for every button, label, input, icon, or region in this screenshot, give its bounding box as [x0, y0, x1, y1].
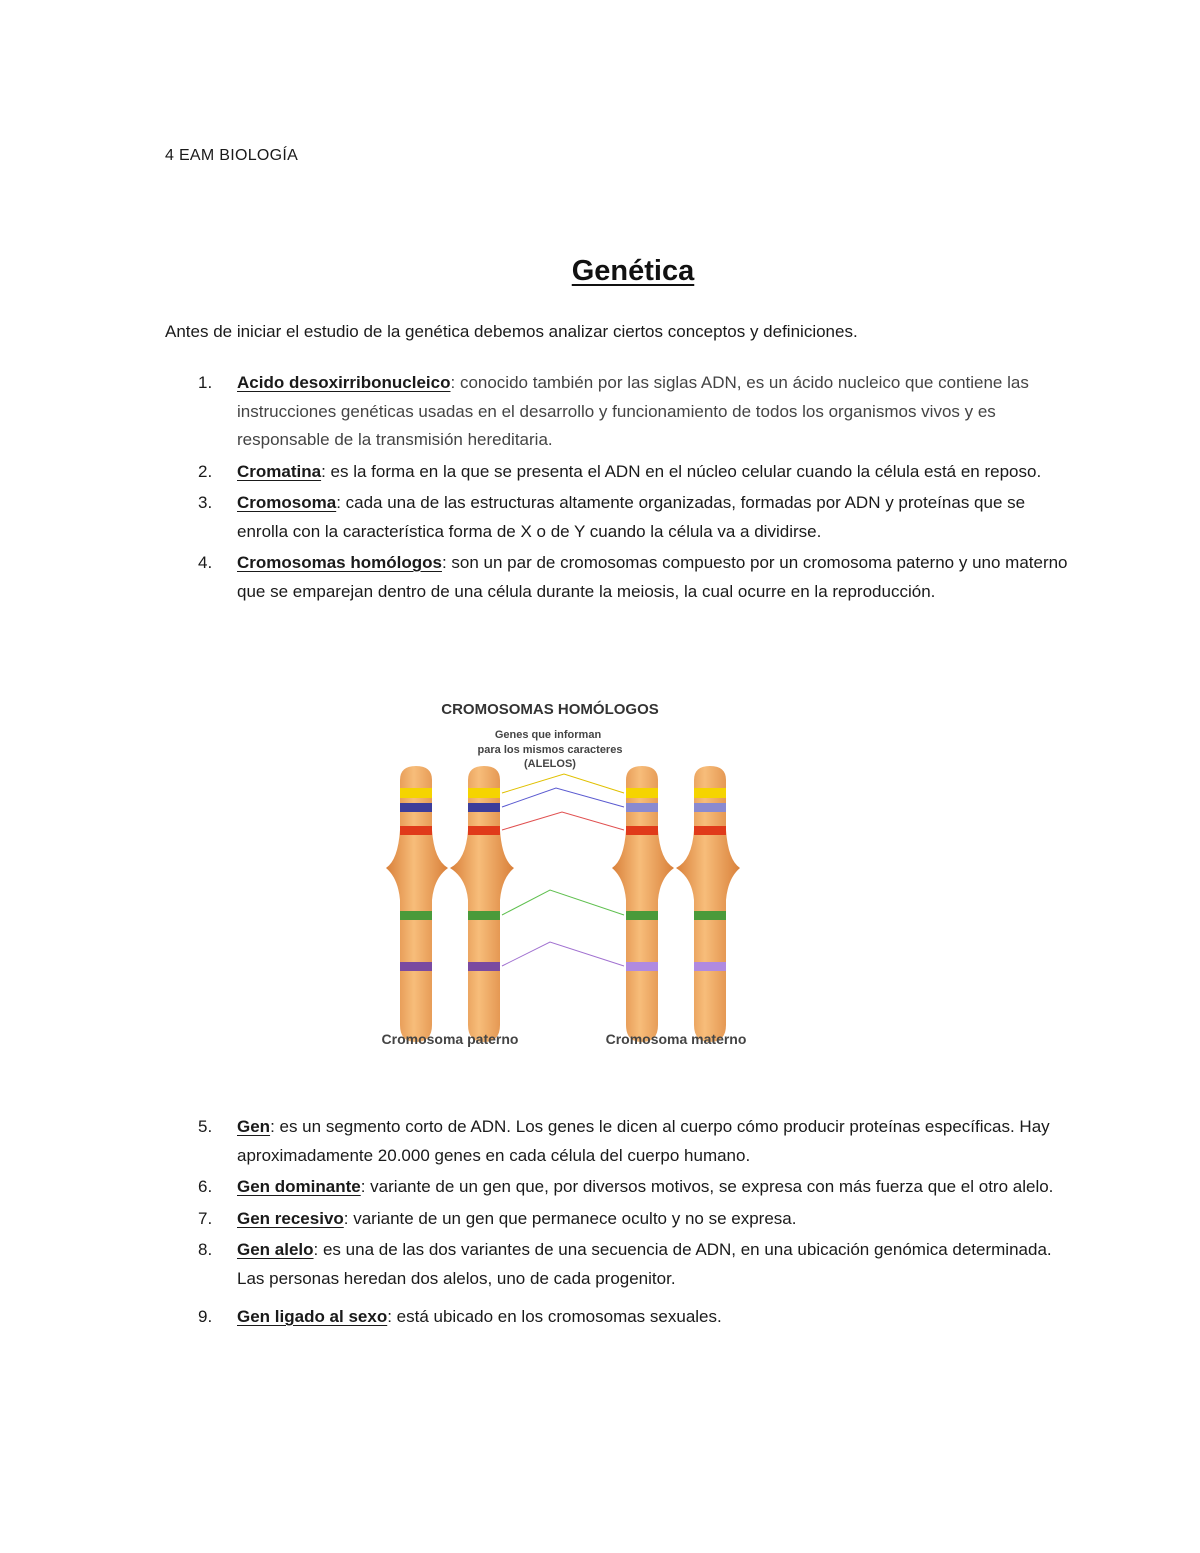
list-item — [0, 1303, 1200, 1332]
item-number: 6. — [198, 1177, 213, 1196]
item-number: 1. — [198, 373, 213, 392]
definition-text: : es una de las dos variantes de una secuencia de ADN, en una ubicación genómica determinada. Las personas heredan dos alelos, uno de cada progenitor. — [237, 1240, 1052, 1288]
definition-term: Gen — [237, 1117, 271, 1136]
list-item — [0, 549, 1200, 606]
item-number: 9. — [198, 1307, 213, 1326]
document-header: 4 EAM BIOLOGÍA — [165, 147, 299, 164]
item-number: 4. — [198, 553, 213, 572]
definition-term: Cromosomas homólogos — [237, 553, 442, 572]
definition-term: Cromatina — [237, 461, 322, 481]
definition-text: : son un par de cromosomas compuesto por un cromosoma paterno y uno materno que se emparejan dentro de una célula durante la meiosis, la cual ocurre en la reproducción. — [237, 553, 1068, 601]
definitions-list-b — [0, 1113, 1200, 1335]
item-number: 8. — [198, 1240, 213, 1259]
definition-text: : es un segmento corto de ADN. Los genes le dicen al cuerpo cómo producir proteínas específicas. Hay aproximadamente 20.000 genes en cada célula del cuerpo humano. — [237, 1117, 1050, 1165]
definition-text: : cada una de las estructuras altamente organizadas, formadas por ADN y proteínas que se enrolla con la característica forma de X o de Y cuando la célula va a dividirse. — [237, 493, 1026, 541]
homologous-chromosomes-figure — [356, 690, 776, 1060]
definition-term: Gen recesivo — [237, 1208, 344, 1228]
figure-annotation: (ALELOS) — [524, 758, 576, 770]
allele-connectors — [502, 774, 624, 966]
definitions-list-a — [0, 369, 1200, 609]
maternal-chromosome — [612, 766, 740, 1042]
paternal-chromosome — [386, 766, 514, 1042]
definition-term: Acido desoxirribonucleico — [237, 373, 451, 392]
figure-annotation: para los mismos caracteres — [477, 744, 623, 756]
chromosome-diagram — [356, 690, 776, 1060]
intro-paragraph: Antes de iniciar el estudio de la genética debemos analizar ciertos conceptos y definiciones. — [165, 322, 858, 341]
figure-annotation: Genes que informan — [494, 729, 602, 741]
list-item — [0, 489, 1200, 546]
list-item — [0, 369, 1200, 455]
definition-text: : variante de un gen que permanece oculto y no se expresa. — [343, 1208, 797, 1228]
page-title: Genética — [571, 255, 695, 287]
definition-term: Gen alelo — [237, 1240, 314, 1259]
definition-text: : es la forma en la que se presenta el ADN en el núcleo celular cuando la célula está en reposo. — [321, 461, 1042, 481]
list-item — [0, 1113, 1200, 1170]
definition-term: Gen dominante — [237, 1177, 361, 1196]
definition-text: : conocido también por las siglas ADN, es un ácido nucleico que contiene las instrucciones genéticas usadas en el desarrollo y funcionamiento de todos los organismos vivos y es responsable de la transmisión hereditaria. — [237, 373, 1029, 449]
list-item — [0, 1173, 1200, 1202]
list-item — [0, 458, 1200, 487]
definition-text: : está ubicado en los cromosomas sexuales. — [387, 1307, 722, 1326]
item-number: 3. — [198, 493, 213, 512]
figure-title: CROMOSOMAS HOMÓLOGOS — [441, 701, 659, 718]
item-number: 7. — [198, 1208, 213, 1228]
list-item — [0, 1205, 1200, 1234]
definition-text: : variante de un gen que, por diversos motivos, se expresa con más fuerza que el otro alelo. — [360, 1177, 1054, 1196]
item-number: 2. — [198, 461, 213, 481]
definition-term: Gen ligado al sexo — [237, 1307, 388, 1326]
item-number: 5. — [198, 1117, 213, 1136]
list-item — [0, 1236, 1200, 1293]
paternal-label: Cromosoma paterno — [381, 1031, 519, 1047]
definition-term: Cromosoma — [237, 493, 337, 512]
maternal-label: Cromosoma materno — [605, 1031, 747, 1047]
